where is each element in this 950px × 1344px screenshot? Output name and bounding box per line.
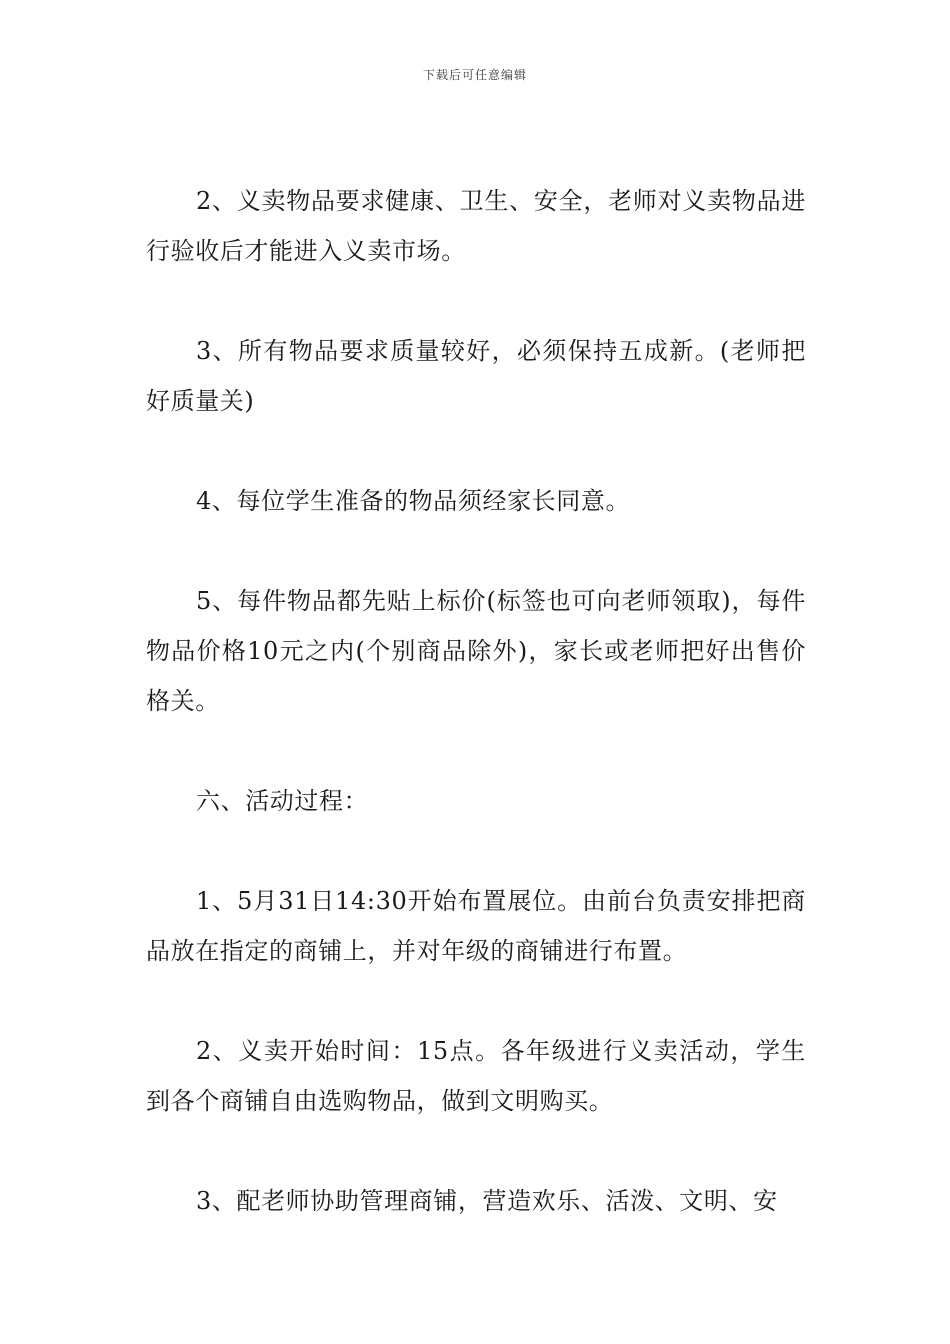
paragraph-gap [146, 276, 806, 326]
paragraph-gap [146, 976, 806, 1026]
paragraph-gap [146, 826, 806, 876]
paragraph-item-5: 5、每件物品都先贴上标价(标签也可向老师领取)，每件物品价格10元之内(个别商品除外)，家长或老师把好出售价格关。 [146, 587, 806, 715]
process-item-1: 1、5月31日14:30开始布置展位。由前台负责安排把商品放在指定的商铺上，并对年级的商铺进行布置。 [146, 887, 806, 965]
document-body [146, 176, 806, 1226]
section-heading: 六、活动过程： [196, 787, 369, 815]
page-header: 下载后可任意编辑 [422, 68, 527, 82]
paragraph-gap [146, 526, 806, 576]
paragraph-gap [146, 1126, 806, 1176]
paragraph-item-3: 3、所有物品要求质量较好，必须保持五成新。(老师把好质量关) [146, 337, 806, 415]
paragraph-gap [146, 426, 806, 476]
paragraph-gap [146, 726, 806, 776]
process-item-3: 3、配老师协助管理商铺，营造欢乐、活泼、文明、安 [196, 1187, 778, 1215]
paragraph-item-4: 4、每位学生准备的物品须经家长同意。 [196, 487, 631, 515]
paragraph-item-2: 2、义卖物品要求健康、卫生、安全，老师对义卖物品进行验收后才能进入义卖市场。 [146, 187, 806, 265]
process-item-2: 2、义卖开始时间：15点。各年级进行义卖活动，学生到各个商铺自由选购物品，做到文明购买。 [146, 1037, 806, 1115]
